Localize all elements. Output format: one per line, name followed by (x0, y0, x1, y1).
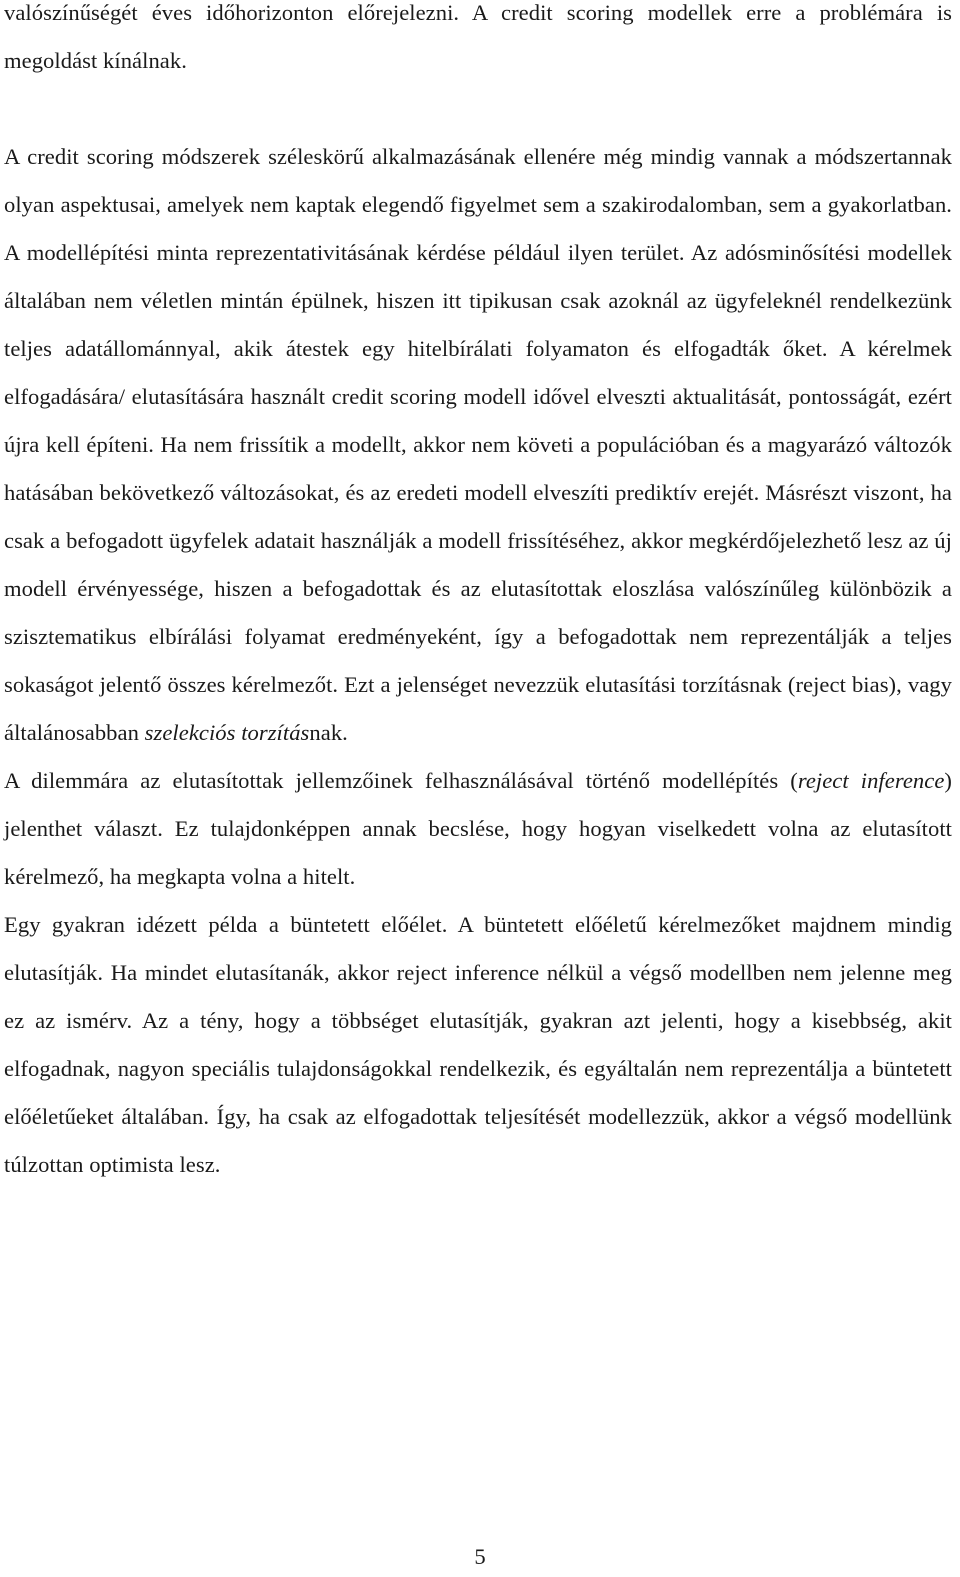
paragraph-criminal-record-example (4, 901, 952, 1189)
italic-term-reject-inference: reject inference (797, 768, 945, 793)
page-number: 5 (474, 1544, 486, 1569)
paragraph-text-suffix: nak. (309, 720, 348, 745)
paragraph-text-continued: ) jelenthet választ. Ez tulajdonképpen annak becslése, hogy hogyan viselkedett volna az elutasított kérelmező, ha megkapta volna a hitelt. (4, 768, 952, 889)
paragraph-intro-continuation (4, 0, 952, 85)
paragraph-reject-inference (4, 757, 952, 901)
paragraph-text: A dilemmára az elutasítottak jellemzőinek felhasználásával történő modellépítés ( (4, 768, 798, 793)
paragraph-text: valószínűségét éves időhorizonton előrejelezni. A credit scoring modellek erre a problémára is megoldást kínálnak. (4, 0, 952, 73)
paragraph-reject-bias (4, 133, 952, 757)
document-page (4, 0, 952, 1189)
paragraph-text: Egy gyakran idézett példa a büntetett előélet. A büntetett előéletű kérelmezőket majdnem mindig elutasítják. Ha mindet elutasítanák, akkor reject inference nélkül a végső modellben nem jelenne meg ez az ismérv. Az a tény, hogy a többséget elutasítják, gyakran azt jelenti, hogy a kisebbség, akit elfogadnak, nagyon speciális tulajdonságokkal rendelkezik, és egyáltalán nem reprezentálja a büntetett előéletűeket általában. Így, ha csak az elfogadottak teljesítését modellezzük, akkor a végső modellünk túlzottan optimista lesz. (4, 912, 952, 1177)
paragraph-text: A credit scoring módszerek széleskörű alkalmazásának ellenére még mindig vannak a módszertannak olyan aspektusai, amelyek nem kaptak elegendő figyelmet sem a szakirodalomban, sem a gyakorlatban. A modellépítési minta reprezentativitásának kérdése például ilyen terület. Az adósminősítési modellek általában nem véletlen mintán épülnek, hiszen itt tipikusan csak azoknál az ügyfeleknél rendelkezünk teljes adatállománnyal, akik átestek egy hitelbírálati folyamaton és elfogadták őket. A kérelmek elfogadására/ elutasítására használt credit scoring modell idővel elveszti aktualitását, pontosságát, ezért újra kell építeni. Ha nem frissítik a modellt, akkor nem követi a populációban és a magyarázó változók hatásában bekövetkező változásokat, és az eredeti modell elveszíti prediktív erejét. Másrészt viszont, ha csak a befogadott ügyfelek adatait használják a modell frissítéséhez, akkor megkérdőjelezhető lesz az új modell érvényessége, hiszen a befogadottak és az elutasítottak eloszlása valószínűleg különbözik a szisztematikus elbírálási folyamat eredményeként, így a befogadottak nem reprezentálják a teljes sokaságot jelentő összes kérelmezőt. Ezt a jelenséget nevezzük elutasítási torzításnak (reject bias), vagy általánosabban (4, 144, 952, 745)
paragraph-spacer (4, 85, 952, 133)
italic-term-selection-bias: szelekciós torzítás (144, 720, 310, 745)
